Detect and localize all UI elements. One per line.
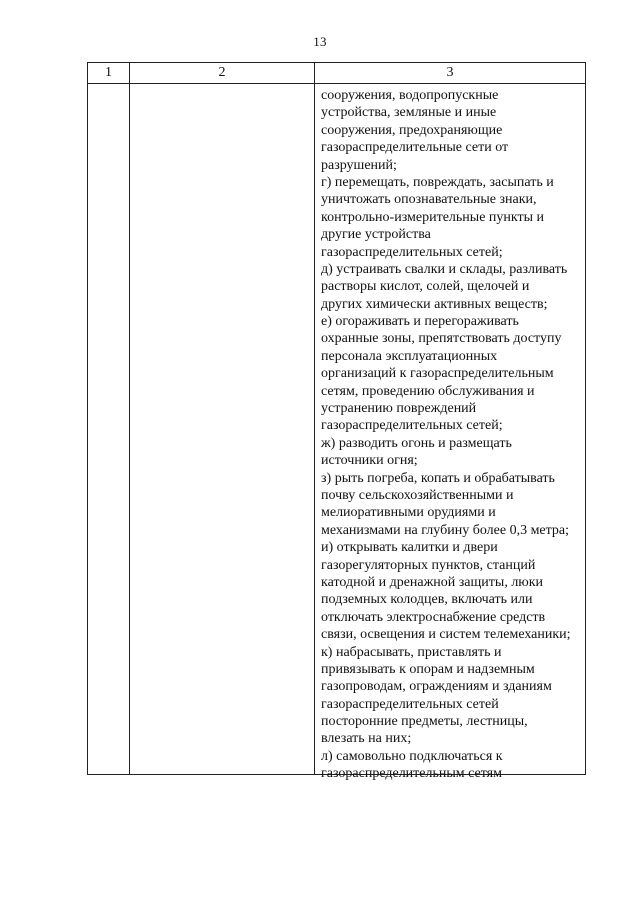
text-line: з) рыть погреба, копать и обрабатывать xyxy=(321,470,555,486)
text-line: устройства, земляные и иные xyxy=(321,105,497,121)
text-line: д) устраивать свалки и склады, разливать xyxy=(321,261,568,277)
text-line: катодной и дренажной защиты, люки xyxy=(321,574,544,590)
text-line: г) перемещать, повреждать, засыпать и xyxy=(321,174,554,190)
text-line: газораспределительных сетей; xyxy=(321,418,503,434)
column-header-1: 1 xyxy=(105,65,112,80)
text-line: газораспределительные сети от xyxy=(321,140,509,156)
column-header-2: 2 xyxy=(218,65,226,80)
text-line: газораспределительных сетей xyxy=(321,696,499,712)
text-line: и) открывать калитки и двери xyxy=(321,540,498,556)
text-line: почву сельскохозяйственными и xyxy=(321,487,514,503)
text-line: газораспределительным сетям xyxy=(321,766,502,782)
text-line: газорегуляторных пунктов, станций xyxy=(321,557,536,573)
text-line: влезать на них; xyxy=(321,731,412,747)
text-line: л) самовольно подключаться к xyxy=(321,748,503,764)
column-header-3: 3 xyxy=(446,65,454,80)
text-line: персонала эксплуатационных xyxy=(321,348,498,364)
text-line: растворы кислот, солей, щелочей и xyxy=(321,279,530,295)
column-3-text xyxy=(321,87,585,783)
text-line: источники огня; xyxy=(321,453,418,469)
text-line: сетям, проведению обслуживания и xyxy=(321,383,535,399)
text-line: разрушений; xyxy=(321,157,397,173)
text-line: других химически активных веществ; xyxy=(321,296,548,312)
text-line: отключать электроснабжение средств xyxy=(321,609,546,625)
text-line: сооружения, водопропускные xyxy=(321,88,499,103)
column-divider xyxy=(129,63,130,774)
column-divider xyxy=(314,63,315,774)
text-line: посторонние предметы, лестницы, xyxy=(321,714,528,730)
text-line: контрольно-измерительные пункты и xyxy=(321,209,545,225)
page-number: 13 xyxy=(313,34,327,49)
text-line: другие устройства xyxy=(321,227,431,243)
text-line: организаций к газораспределительным xyxy=(321,366,554,382)
table-header-row xyxy=(88,63,585,84)
text-line: охранные зоны, препятствовать доступу xyxy=(321,331,562,347)
text-line: газораспределительных сетей; xyxy=(321,244,503,260)
text-line: связи, освещения и систем телемеханики; xyxy=(321,627,571,643)
text-line: к) набрасывать, приставлять и xyxy=(321,644,502,660)
text-line: подземных колодцев, включать или xyxy=(321,592,533,608)
text-line: мелиоративными орудиями и xyxy=(321,505,496,521)
text-line: е) огораживать и перегораживать xyxy=(321,314,519,330)
text-line: сооружения, предохраняющие xyxy=(321,122,503,138)
text-line: привязывать к опорам и надземным xyxy=(321,661,535,677)
text-line: ж) разводить огонь и размещать xyxy=(321,435,512,451)
text-line: газопроводам, ограждениям и зданиям xyxy=(321,679,552,695)
text-line: устранению повреждений xyxy=(321,401,477,417)
text-line: уничтожать опознавательные знаки, xyxy=(321,192,537,208)
document-table xyxy=(87,62,586,782)
text-line: механизмами на глубину более 0,3 метра; xyxy=(321,522,570,538)
